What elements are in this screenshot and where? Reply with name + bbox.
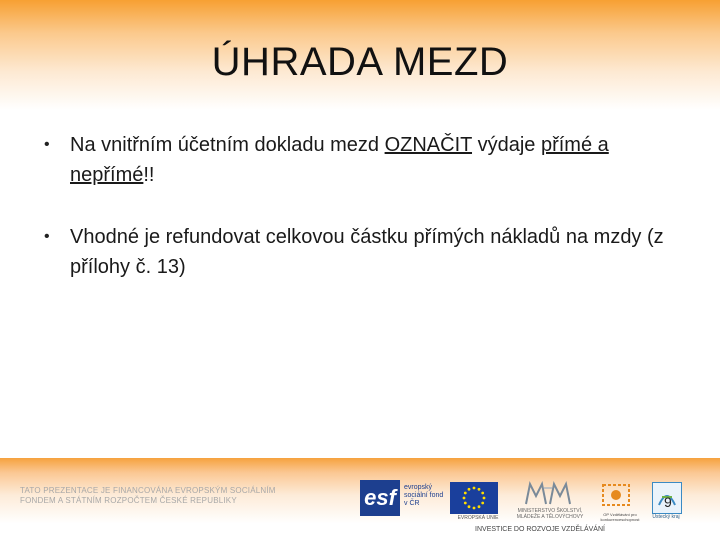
esf-logo-text: evropský sociální fond v ČR (404, 484, 444, 507)
bullet-list (40, 130, 680, 282)
msmt-logo-icon (522, 480, 572, 508)
funding-notice-line: TATO PREZENTACE JE FINANCOVÁNA EVROPSKÝM SOCIÁLNÍM (20, 486, 276, 495)
investice-slogan: INVESTICE DO ROZVOJE VZDĚLÁVÁNÍ (475, 526, 605, 533)
bullet-underlined-oznacit: OZNAČIT (384, 134, 473, 156)
slide-title: ÚHRADA MEZD (211, 40, 509, 84)
bullet-underlined-prime-neprime: přímé a nepřímé (70, 134, 609, 186)
msmt-label: MINISTERSTVO ŠKOLSTVÍ, MLÁDEŽE A TĚLOVÝCHOVY (516, 508, 584, 520)
op-vk-logo-icon (600, 482, 634, 508)
funding-notice (20, 486, 320, 506)
eu-label: EVROPSKÁ UNIE (457, 515, 499, 521)
bullet-item (40, 130, 680, 190)
bullet-icon: • (44, 228, 50, 245)
esf-logo: esf (360, 480, 400, 516)
page-number: 9 (664, 494, 672, 510)
bullet-icon: • (44, 136, 50, 153)
ustecky-kraj-label: Ústecký kraj (652, 514, 680, 520)
bullet-text-middle: výdaje (472, 134, 541, 156)
bullet-text-before: Na vnitřním účetním dokladu mezd (70, 134, 385, 156)
bullet-text: Vhodné je refundovat celkovou částku přímých nákladů na mzdy (z přílohy č. 13) (70, 226, 664, 278)
bullet-text-after: !! (143, 164, 155, 186)
funding-notice-line: FONDEM A STÁTNÍM ROZPOČTEM ČESKÉ REPUBLIKY (20, 496, 237, 505)
bullet-item (40, 222, 680, 282)
op-vk-label: OP Vzdělávání pro konkurenceschopnost (600, 512, 640, 522)
eu-flag-icon (450, 482, 498, 514)
sponsor-logos (360, 478, 690, 526)
